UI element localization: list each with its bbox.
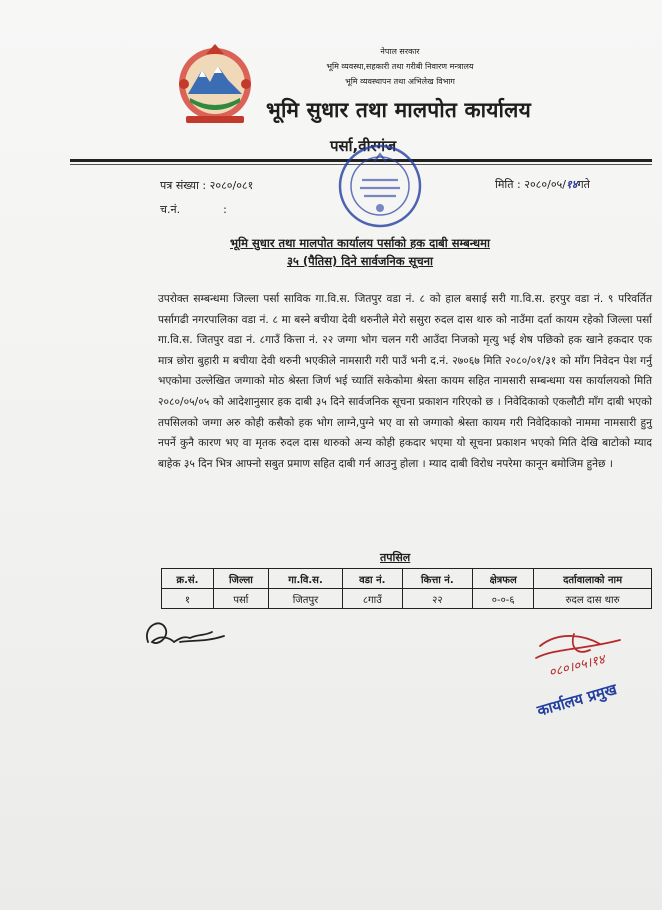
- schedule-table: [161, 568, 652, 609]
- cell-serial: १: [162, 589, 214, 609]
- col-header-serial: क्र.सं.: [162, 569, 214, 589]
- subject-line-1: भूमि सुधार तथा मालपोत कार्यालय पर्साको हक दाबी सम्बन्धमा: [230, 236, 490, 250]
- cell-owner: रुदल दास थारु: [534, 589, 652, 609]
- col-header-owner: दर्तावालाको नाम: [534, 569, 652, 589]
- schedule-title: तपसिल: [380, 551, 411, 564]
- gov-line-department: भूमि व्यवस्थापन तथा अभिलेख विभाग: [345, 77, 455, 86]
- reference-value: २०८०/०८१: [209, 179, 254, 192]
- left-handwritten-signature-icon: [140, 612, 230, 658]
- cell-area: ०-०-६: [473, 589, 534, 609]
- nepal-emblem-icon: [166, 40, 264, 126]
- chalani-label: च.नं.: [160, 203, 181, 216]
- schedule-header-row: [162, 569, 652, 589]
- date-day-handwritten: १४: [565, 178, 578, 191]
- cell-vdc: जितपुर: [268, 589, 342, 609]
- signature-date: ०८०।०५।१४: [547, 652, 607, 681]
- signatory-title-stamp: कार्यालय प्रमुख: [535, 680, 619, 720]
- office-location: पर्सा,वीरगंज: [330, 137, 397, 155]
- date-suffix: गते: [577, 178, 590, 191]
- cell-district: पर्सा: [213, 589, 268, 609]
- government-header-lines: [300, 44, 500, 89]
- table-row: [162, 589, 652, 609]
- chalani-separator: :: [223, 203, 227, 216]
- reference-number: [160, 178, 253, 193]
- reference-label: पत्र संख्या :: [160, 179, 207, 192]
- issue-date: [495, 177, 590, 192]
- col-header-vdc: गा.वि.स.: [268, 569, 342, 589]
- cell-plot: २२: [402, 589, 473, 609]
- office-seal-stamp-icon: [334, 140, 426, 232]
- date-label: मिति : २०८०/०५/: [495, 178, 566, 191]
- office-title: भूमि सुधार तथा मालपोत कार्यालय: [266, 98, 531, 122]
- chalani-number: [160, 202, 227, 217]
- col-header-district: जिल्ला: [213, 569, 268, 589]
- subject-line-2: ३५ (पैतिस) दिने सार्वजनिक सूचना: [286, 254, 434, 268]
- col-header-plot: कित्ता नं.: [402, 569, 473, 589]
- cell-ward: ८गाउँ: [343, 589, 402, 609]
- gov-line-ministry: भूमि व्यवस्था,सहकारी तथा गरीबी निवारण मन्त्रालय: [326, 62, 474, 71]
- notice-body: उपरोक्त सम्बन्धमा जिल्ला पर्सा साविक गा.वि.स. जितपुर वडा नं. ८ को हाल बसाई सरी गा.वि.स. हरपुर वडा नं. ९ परिवर्तित पर्सागढी नगरपालिका वडा नं. ८ मा बस्ने बचीया देवी थरुनीले मेरो ससुरा रुदल दास थारु को नाउँमा दर्ता कायम रहेको जिल्ला पर्सा गा.वि.स. जितपुर वडा नं. ८गाउँ कित्ता नं. २२ जग्गा भोग चलन गरी आउँदा निजको मृत्यु भई शेष पछिको हक खाने हकदार एक मात्र छोरा बुहारी म बचीया देवी थरुनी भएकीले नामसारी गरी पाउँ भनी द.नं. २७०६७ मिति २०८०/०१/३१ को माँग निवेदन पेश गर्नु भएकोमा उल्लेखित जग्गाको मोठ श्रेस्ता जिर्ण भई च्यातिं सकेकोमा श्रेस्ता कायम सहित नामसारी सम्बन्धमा यस कार्यालयको मिति २०८०/०५/०५ को आदेशानुसार हक दाबी ३५ दिने सार्वजनिक सूचना प्रकाशन गरिएको छ । निवेदिकाको एकलौटी माँग दाबी भएको तपसिलको जग्गा अरु कोही कसैको हक भोग लाग्ने,पुग्ने भए वा सो जग्गाको श्रेस्ता कायम गरी निवेदिकाको नाममा नामसारी हुनु नपर्ने कुनै कारण भए वा मृतक रुदल दास थारुको अन्य कोही हकदार भएमा यो सूचना प्रकाशन भएको मिति देखि बाटोको म्याद बाहेक ३५ दिन भित्र आफ्नो सबुत प्रमाण सहित दाबी गर्न आउनु होला । म्याद दाबी विरोध नपरेमा कानून बमोजिम हुनेछ ।: [158, 293, 652, 470]
- col-header-area: क्षेत्रफल: [473, 569, 534, 589]
- col-header-ward: वडा नं.: [343, 569, 402, 589]
- gov-line-nepal-government: नेपाल सरकार: [380, 47, 420, 56]
